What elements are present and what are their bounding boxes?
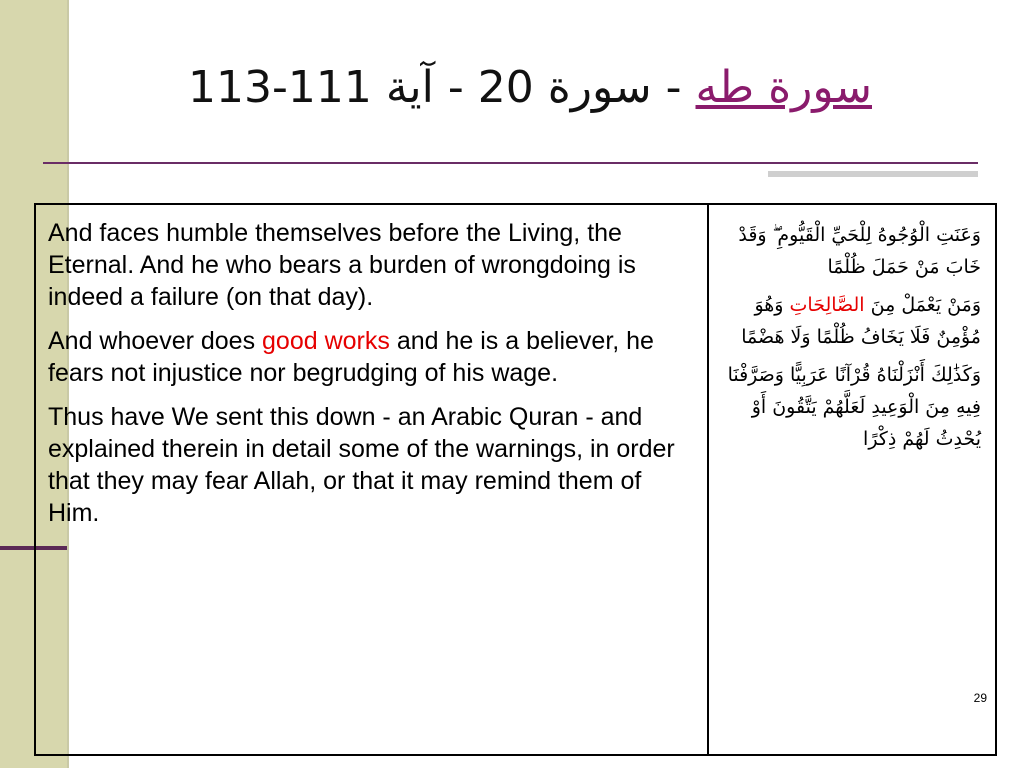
english-translation-column	[36, 205, 709, 754]
surah-link[interactable]: سورة طه	[695, 62, 872, 113]
arabic-verse-112	[721, 289, 981, 353]
translation-verse-111: And faces humble themselves before the Living, the Eternal. And he who bears a burden of wrongdoing is indeed a failure (on that day).	[48, 219, 636, 311]
slide-title	[100, 62, 960, 113]
title-verse-range: - سورة 20 - آية 111-113	[188, 62, 696, 113]
arabic-verse-111: وَعَنَتِ الْوُجُوهُ لِلْحَيِّ الْقَيُّومِ ۖ وَقَدْ خَابَ مَنْ حَمَلَ ظُلْمًا	[738, 224, 981, 278]
arabic-112-end: وَهُوَ مُؤْمِنٌ فَلَا يَخَافُ ظُلْمًا وَلَا هَضْمًا	[741, 294, 981, 348]
translation-verse-113: Thus have We sent this down - an Arabic Quran - and explained therein in detail some of the warnings, in order that they may fear Allah, or that it may remind them of Him.	[48, 403, 675, 527]
arabic-112-start: وَمَنْ يَعْمَلْ مِنَ	[864, 294, 981, 316]
arabic-text-column	[709, 205, 995, 754]
good-works-highlight: good works	[262, 327, 390, 355]
arabic-verse-113: وَكَذَٰلِكَ أَنْزَلْنَاهُ قُرْآنًا عَرَبِيًّا وَصَرَّفْنَا فِيهِ مِنَ الْوَعِيدِ لَعَلَّهُمْ يَتَّقُونَ أَوْ يُحْدِثُ لَهُمْ ذِكْرًا	[727, 364, 981, 450]
page-number: 29	[973, 691, 987, 705]
translation-112-start: And whoever does	[48, 327, 263, 355]
salihat-highlight: الصَّالِحَاتِ	[789, 294, 865, 316]
translation-112-end: and he is a believer, he fears not injustice nor begrudging of his wage.	[48, 327, 654, 387]
title-rule	[43, 162, 978, 164]
translation-verse-112	[48, 325, 699, 389]
title-rule-accent	[768, 171, 978, 177]
verse-table	[34, 203, 997, 756]
